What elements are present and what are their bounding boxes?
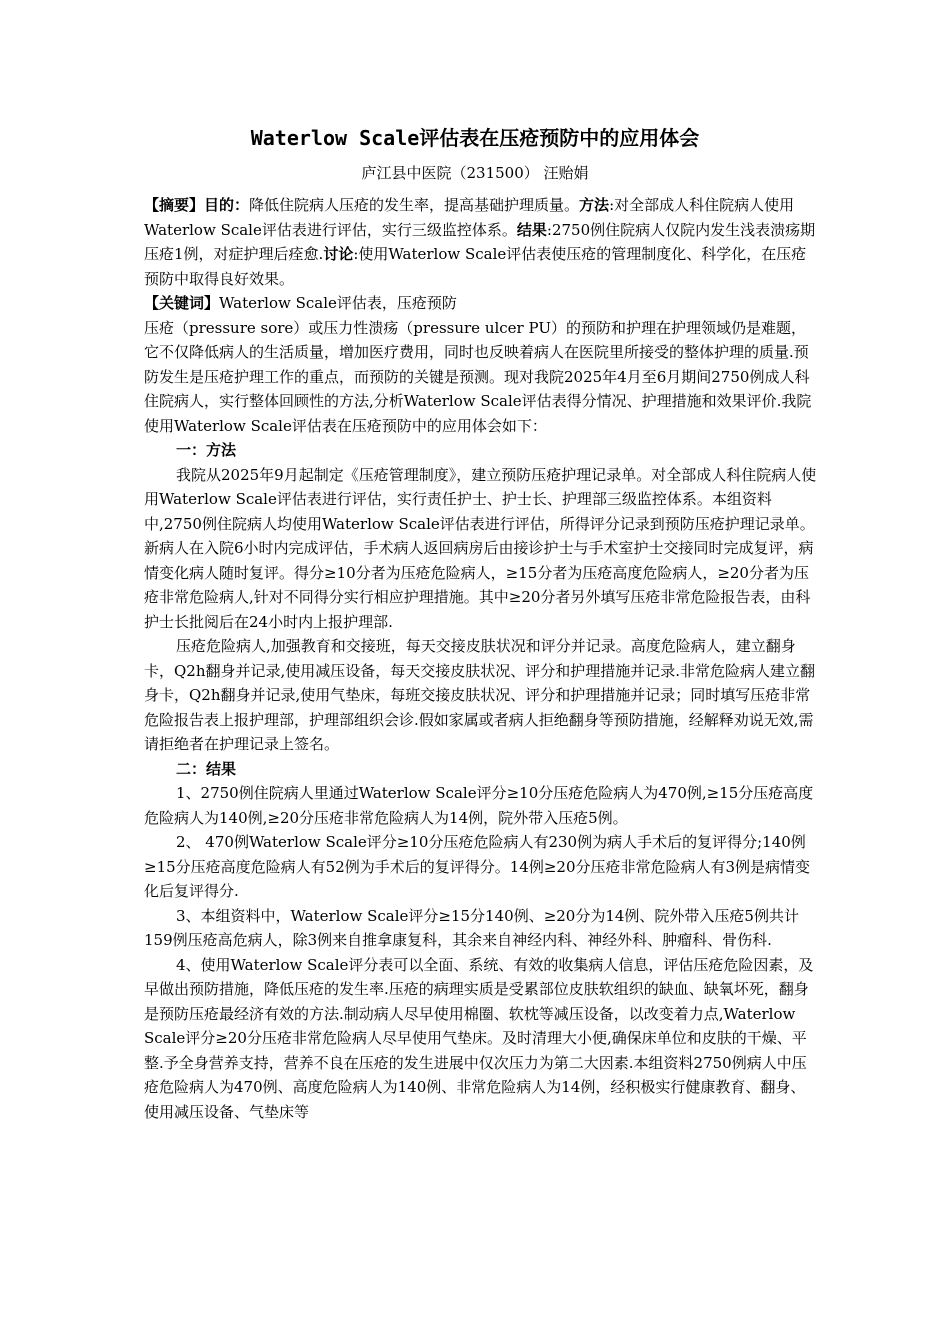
method-label: 方法 [579,196,610,214]
document-body [144,193,818,1124]
abstract-label: 【摘要】 [144,196,205,214]
author-affiliation: 庐江县中医院（231500） 汪贻娟 [361,164,589,182]
aim-label: 目的： [204,196,250,214]
section-heading-results: 二：结果 [176,759,237,778]
keywords [144,291,818,316]
results-paragraph-4: 4、使用Waterlow Scale评分表可以全面、系统、有效的收集病人信息，评估压疮危险因素，及早做出预防措施，降低压疮的发生率.压疮的病理实质是受累部位皮肤软组织的缺血、缺氧坏死，翻身是预防压疮最经济有效的方法.制动病人尽早使用棉圈、软枕等减压设备，以改变着力点,Waterlow Scale评分≥20分压疮非常危险病人尽早使用气垫床。及时清理大小便,确保床单位和皮肤的干燥、平整.予全身营养支持，营养不良在压疮的发生进展中仅次压力为第二大因素.本组资料2750例病人中压疮危险病人为470例、高度危险病人为140例、非常危险病人为14例，经积极实行健康教育、翻身、使用减压设备、气垫床等 [144,955,814,1121]
intro-paragraph: 压疮（pressure sore）或压力性溃疡（pressure ulcer PU）的预防和护理在护理领域仍是难题，它不仅降低病人的生活质量，增加医疗费用，同时也反映着病人在医院里所接受的整体护理的质量.预防发生是压疮护理工作的重点，而预防的关键是预测。现对我院2025年4月至6月期间2750例成人科住院病人，实行整体回顾性的方法,分析Waterlow Scale评估表得分情况、护理措施和效果评价.我院使用Waterlow Scale评估表在压疮预防中的应用体会如下： [144,318,812,435]
abstract [144,193,818,291]
keywords-label: 【关键词】 [144,294,220,312]
keywords-text: Waterlow Scale评估表，压疮预防 [219,294,457,312]
discussion-label: 讨论 [323,245,354,263]
methods-paragraph-1: 我院从2025年9月起制定《压疮管理制度》，建立预防压疮护理记录单。对全部成人科住院病人使用Waterlow Scale评估表进行评估，实行责任护士、护士长、护理部三级监控体系。本组资料中,2750例住院病人均使用Waterlow Scale评估表进行评估，所得评分记录到预防压疮护理记录单。新病人在入院6小时内完成评估，手术病人返回病房后由接诊护士与手术室护士交接同时完成复评，病情变化病人随时复评。得分≥10分者为压疮危险病人，≥15分者为压疮高度危险病人，≥20分者为压疮非常危险病人,针对不同得分实行相应护理措施。其中≥20分者另外填写压疮非常危险报告表，由科护士长批阅后在24小时内上报护理部. [144,465,817,631]
aim-text: 降低住院病人压疮的发生率，提高基础护理质量。 [249,196,580,214]
methods-paragraph-2: 压疮危险病人,加强教育和交接班，每天交接皮肤状况和评分并记录。高度危险病人，建立翻身卡，Q2h翻身并记录,使用减压设备，每天交接皮肤状况、评分和护理措施并记录.非常危险病人建立翻身卡，Q2h翻身并记录,使用气垫床，每班交接皮肤状况、评分和护理措施并记录；同时填写压疮非常危险报告表上报护理部，护理部组织会诊.假如家属或者病人拒绝翻身等预防措施，经解释劝说无效,需请拒绝者在护理记录上签名。 [144,637,816,753]
document-title: Waterlow Scale评估表在压疮预防中的应用体会 [250,126,700,150]
method-text: :对全部成人科住院病人使用Waterlow Scale评估表进行评估，实行三级监控体系。 [144,196,795,239]
discussion-text: :使用Waterlow Scale评估表使压疮的管理制度化、科学化，在压疮预防中取得良好效果。 [144,245,807,288]
result-label: 结果 [516,220,547,239]
result-text: :2750例住院病人仅院内发生浅表溃疡期压疮1例，对症护理后痊愈. [144,220,816,263]
section-heading-methods: 一：方法 [176,441,237,459]
results-paragraph-3: 3、本组资料中，Waterlow Scale评分≥15分140例、≥20分为14例、院外带入压疮5例共计159例压疮高危病人，除3例来自推拿康复科，其余来自神经内科、神经外科、肿瘤科、骨伤科. [144,906,799,949]
results-paragraph-1: 1、2750例住院病人里通过Waterlow Scale评分≥10分压疮危险病人为470例,≥15分压疮高度危险病人为140例,≥20分压疮非常危险病人为14例，院外带入压疮5例。 [144,784,814,827]
results-paragraph-2: 2、 470例Waterlow Scale评分≥10分压疮危险病人有230例为病人手术后的复评得分;140例≥15分压疮高度危险病人有52例为手术后的复评得分。14例≥20分压疮非常危险病人有3例是病情变化后复评得分. [144,833,811,900]
